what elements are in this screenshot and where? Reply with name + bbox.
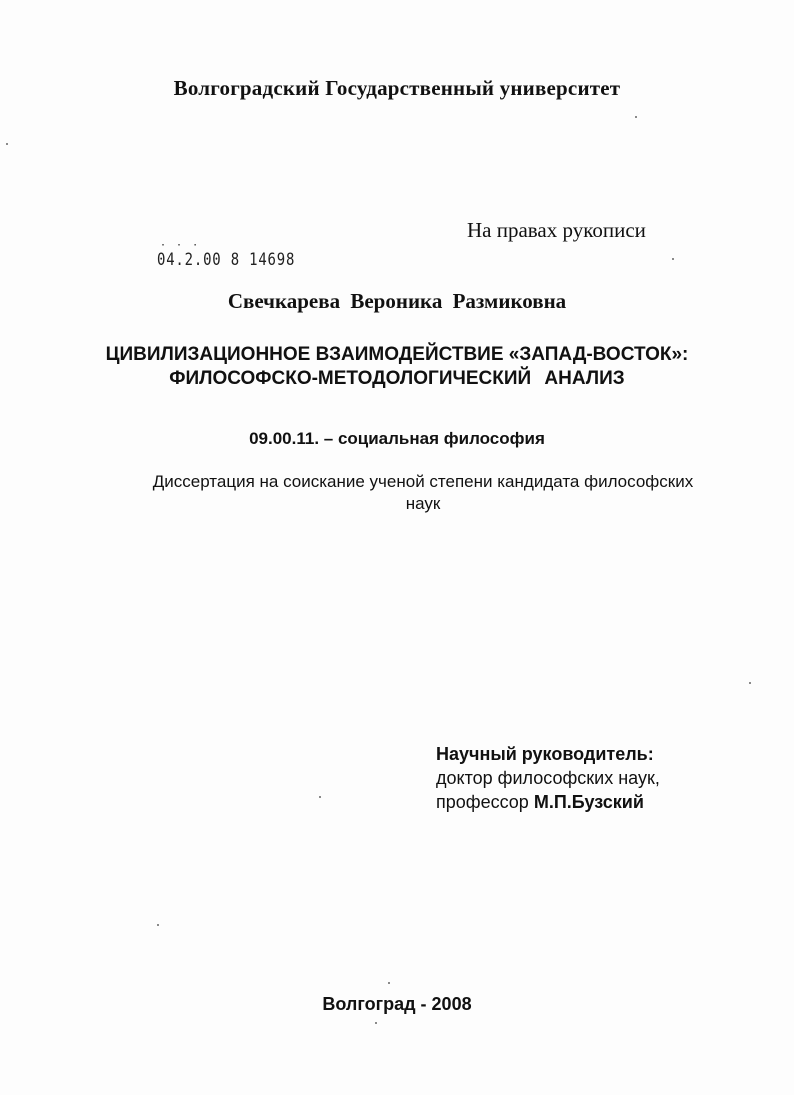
scan-speck [375,1022,377,1024]
library-stamp-number: 04.2.00 8 14698 [157,250,296,270]
university-name: Волгоградский Государственный университет [173,76,621,100]
specialty-code: 09.00.11. – социальная философия [249,429,545,448]
city-year: Волгоград - 2008 [322,994,472,1014]
manuscript-note: На правах рукописи [467,218,646,242]
degree-statement [0,471,794,515]
degree-line-2: наук [405,494,441,513]
stamp-marks: · · · [160,240,201,251]
supervisor-rank: профессор [436,792,529,812]
author-name: Свечкарева Вероника Размиковна [227,289,567,313]
scan-speck [319,796,321,798]
supervisor-title-line [436,790,660,814]
supervisor-degree: доктор философских наук, [436,768,660,788]
scan-speck [672,258,674,260]
supervisor-name: М.П.Бузский [533,792,644,812]
scan-speck [635,116,637,118]
degree-line-1: Диссертация на соискание ученой степени кандидата философских [152,472,694,491]
scan-speck [6,143,8,145]
scan-speck [388,982,390,984]
supervisor-block [436,742,660,814]
title-line-1: ЦИВИЛИЗАЦИОННОЕ ВЗАИМОДЕЙСТВИЕ «ЗАПАД-ВОСТОК»: [105,344,689,365]
scan-speck [749,682,751,684]
supervisor-heading: Научный руководитель: [436,744,654,764]
scan-speck [157,924,159,926]
dissertation-title [0,343,794,391]
title-line-2: ФИЛОСОФСКО-МЕТОДОЛОГИЧЕСКИЙ АНАЛИЗ [169,368,625,389]
